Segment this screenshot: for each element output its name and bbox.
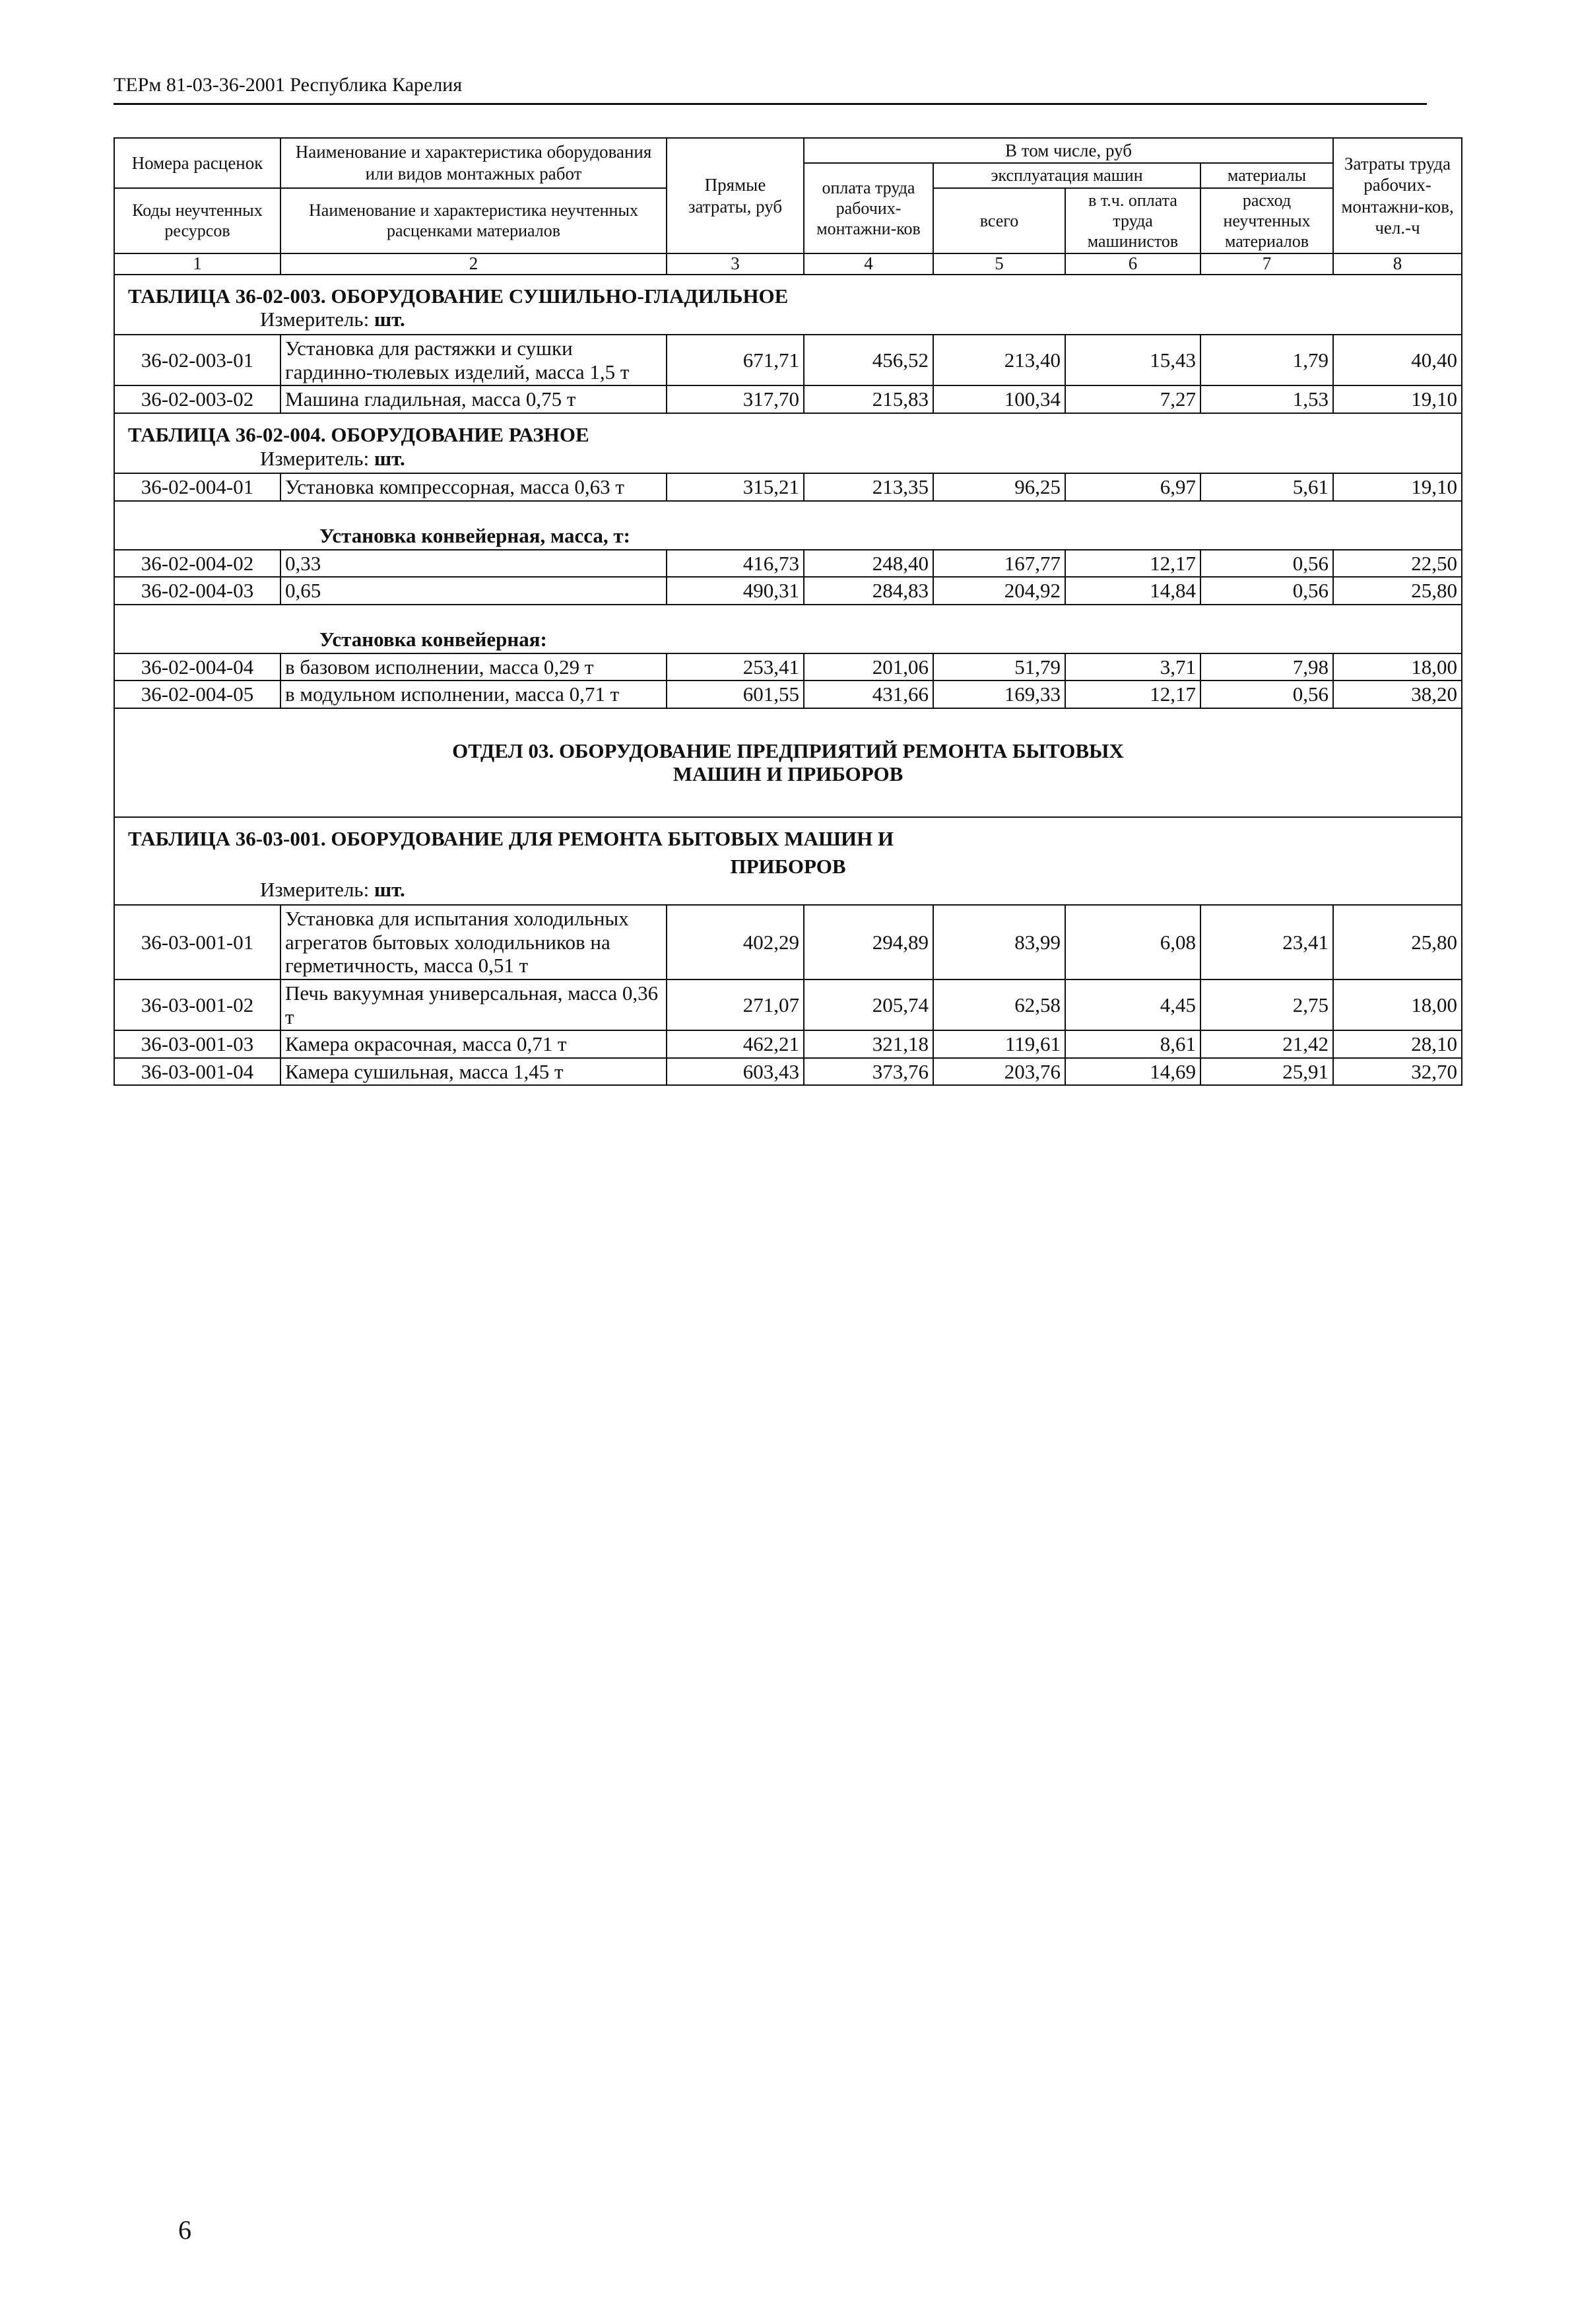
column-numbers-row xyxy=(114,253,1462,275)
machines-total: 62,58 xyxy=(933,979,1065,1030)
rate-name: в модульном исполнении, масса 0,71 т xyxy=(280,681,667,708)
materials: 1,53 xyxy=(1200,385,1333,413)
rate-code: 36-02-004-02 xyxy=(114,550,280,578)
header-row-1 xyxy=(114,138,1462,163)
department-line-1: ОТДЕЛ 03. ОБОРУДОВАНИЕ ПРЕДПРИЯТИЙ РЕМОНТА БЫТОВЫХ xyxy=(452,739,1124,762)
machines-total: 213,40 xyxy=(933,335,1065,385)
operator-wages: 12,17 xyxy=(1065,550,1200,578)
unit-line xyxy=(114,878,1462,905)
rate-name: в базовом исполнении, масса 0,29 т xyxy=(280,653,667,681)
wages: 201,06 xyxy=(804,653,933,681)
col-number: 1 xyxy=(114,253,280,275)
wages: 248,40 xyxy=(804,550,933,578)
materials: 0,56 xyxy=(1200,577,1333,605)
operator-wages: 8,61 xyxy=(1065,1030,1200,1058)
machines-total: 51,79 xyxy=(933,653,1065,681)
table-row xyxy=(114,550,1462,578)
wages: 431,66 xyxy=(804,681,933,708)
col-head-wages: оплата труда рабочих-монтажни-ков xyxy=(804,163,933,253)
page-header: ТЕРм 81-03-36-2001 Республика Карелия xyxy=(114,74,1427,105)
direct-costs: 315,21 xyxy=(667,473,804,501)
operator-wages: 6,97 xyxy=(1065,473,1200,501)
department-heading xyxy=(114,708,1462,817)
rate-code: 36-02-004-04 xyxy=(114,653,280,681)
wages: 456,52 xyxy=(804,335,933,385)
operator-wages: 6,08 xyxy=(1065,905,1200,979)
operator-wages: 4,45 xyxy=(1065,979,1200,1030)
direct-costs: 271,07 xyxy=(667,979,804,1030)
direct-costs: 253,41 xyxy=(667,653,804,681)
labor-hours: 22,50 xyxy=(1333,550,1462,578)
materials: 25,91 xyxy=(1200,1058,1333,1086)
unit-label: Измеритель: xyxy=(260,878,370,902)
rate-code: 36-03-001-02 xyxy=(114,979,280,1030)
materials: 1,79 xyxy=(1200,335,1333,385)
table-row xyxy=(114,473,1462,501)
table-row xyxy=(114,905,1462,979)
direct-costs: 603,43 xyxy=(667,1058,804,1086)
rate-code: 36-02-004-05 xyxy=(114,681,280,708)
labor-hours: 19,10 xyxy=(1333,385,1462,413)
machines-total: 96,25 xyxy=(933,473,1065,501)
direct-costs: 462,21 xyxy=(667,1030,804,1058)
labor-hours: 28,10 xyxy=(1333,1030,1462,1058)
direct-costs: 416,73 xyxy=(667,550,804,578)
unit-label: Измеритель: xyxy=(260,308,370,331)
table-row xyxy=(114,681,1462,708)
machines-total: 203,76 xyxy=(933,1058,1065,1086)
operator-wages: 12,17 xyxy=(1065,681,1200,708)
wages: 294,89 xyxy=(804,905,933,979)
operator-wages: 15,43 xyxy=(1065,335,1200,385)
wages: 213,35 xyxy=(804,473,933,501)
subheading: Установка конвейерная: xyxy=(114,605,1462,653)
rate-name: Камера окрасочная, масса 0,71 т xyxy=(280,1030,667,1058)
col-head-machines: эксплуатация машин xyxy=(933,163,1200,187)
unit-value: шт. xyxy=(374,446,405,470)
subheading: Установка конвейерная, масса, т: xyxy=(114,501,1462,550)
materials: 5,61 xyxy=(1200,473,1333,501)
col-number: 3 xyxy=(667,253,804,275)
table-row xyxy=(114,979,1462,1030)
labor-hours: 19,10 xyxy=(1333,473,1462,501)
wages: 284,83 xyxy=(804,577,933,605)
wages: 205,74 xyxy=(804,979,933,1030)
col-number: 6 xyxy=(1065,253,1200,275)
labor-hours: 18,00 xyxy=(1333,979,1462,1030)
direct-costs: 601,55 xyxy=(667,681,804,708)
rates-table xyxy=(114,137,1462,1086)
table-row xyxy=(114,385,1462,413)
table-title-line-2: ПРИБОРОВ xyxy=(114,851,1462,879)
table-row xyxy=(114,1058,1462,1086)
materials: 21,42 xyxy=(1200,1030,1333,1058)
machines-total: 83,99 xyxy=(933,905,1065,979)
labor-hours: 18,00 xyxy=(1333,653,1462,681)
col-head-resource-codes: Коды неучтенных ресурсов xyxy=(114,188,280,254)
rate-name: Установка для растяжки и сушки гардинно-тюлевых изделий, масса 1,5 т xyxy=(280,335,667,385)
unit-line xyxy=(114,308,1462,335)
wages: 321,18 xyxy=(804,1030,933,1058)
table-row xyxy=(114,1030,1462,1058)
col-number: 7 xyxy=(1200,253,1333,275)
rate-code: 36-02-004-03 xyxy=(114,577,280,605)
rate-code: 36-02-003-02 xyxy=(114,385,280,413)
rate-name: Машина гладильная, масса 0,75 т xyxy=(280,385,667,413)
materials: 23,41 xyxy=(1200,905,1333,979)
labor-hours: 40,40 xyxy=(1333,335,1462,385)
col-number: 5 xyxy=(933,253,1065,275)
direct-costs: 402,29 xyxy=(667,905,804,979)
rate-code: 36-03-001-04 xyxy=(114,1058,280,1086)
unit-value: шт. xyxy=(374,308,405,331)
table-title: ТАБЛИЦА 36-02-003. ОБОРУДОВАНИЕ СУШИЛЬНО-ГЛАДИЛЬНОЕ xyxy=(114,275,1462,308)
col-head-labor: Затраты труда рабочих-монтажни-ков, чел.-ч xyxy=(1333,138,1462,253)
machines-total: 100,34 xyxy=(933,385,1065,413)
rate-code: 36-02-003-01 xyxy=(114,335,280,385)
col-number: 4 xyxy=(804,253,933,275)
rate-name: Установка для испытания холодильных агрегатов бытовых холодильников на герметичность, масса 0,51 т xyxy=(280,905,667,979)
direct-costs: 490,31 xyxy=(667,577,804,605)
direct-costs: 671,71 xyxy=(667,335,804,385)
col-head-operator-wages: в т.ч. оплата труда машинистов xyxy=(1065,188,1200,254)
machines-total: 167,77 xyxy=(933,550,1065,578)
machines-total: 204,92 xyxy=(933,577,1065,605)
col-head-materials-use: расход неучтенных материалов xyxy=(1200,188,1333,254)
unit-value: шт. xyxy=(374,878,405,902)
materials: 0,56 xyxy=(1200,550,1333,578)
direct-costs: 317,70 xyxy=(667,385,804,413)
labor-hours: 25,80 xyxy=(1333,905,1462,979)
labor-hours: 38,20 xyxy=(1333,681,1462,708)
wages: 215,83 xyxy=(804,385,933,413)
table-row xyxy=(114,335,1462,385)
materials: 7,98 xyxy=(1200,653,1333,681)
col-head-group: В том числе, руб xyxy=(804,138,1333,163)
rate-name: Установка компрессорная, масса 0,63 т xyxy=(280,473,667,501)
table-title: ТАБЛИЦА 36-02-004. ОБОРУДОВАНИЕ РАЗНОЕ xyxy=(114,413,1462,447)
rate-name: 0,65 xyxy=(280,577,667,605)
operator-wages: 14,84 xyxy=(1065,577,1200,605)
machines-total: 119,61 xyxy=(933,1030,1065,1058)
rate-name: 0,33 xyxy=(280,550,667,578)
col-head-direct-costs: Прямые затраты, руб xyxy=(667,138,804,253)
rate-code: 36-03-001-03 xyxy=(114,1030,280,1058)
rate-name: Печь вакуумная универсальная, масса 0,36 т xyxy=(280,979,667,1030)
unit-label: Измеритель: xyxy=(260,446,370,470)
col-head-name: Наименование и характеристика оборудования или видов монтажных работ xyxy=(280,138,667,188)
unit-line xyxy=(114,447,1462,474)
materials: 2,75 xyxy=(1200,979,1333,1030)
col-number: 2 xyxy=(280,253,667,275)
table-row xyxy=(114,577,1462,605)
machines-total: 169,33 xyxy=(933,681,1065,708)
operator-wages: 3,71 xyxy=(1065,653,1200,681)
labor-hours: 32,70 xyxy=(1333,1058,1462,1086)
col-head-machines-total: всего xyxy=(933,188,1065,254)
table-title-line-1: ТАБЛИЦА 36-03-001. ОБОРУДОВАНИЕ ДЛЯ РЕМОНТА БЫТОВЫХ МАШИН И xyxy=(114,817,1462,851)
col-head-material-names: Наименование и характеристика неучтенных расценками материалов xyxy=(280,188,667,254)
col-head-rate-numbers: Номера расценок xyxy=(114,138,280,188)
rate-code: 36-02-004-01 xyxy=(114,473,280,501)
rate-name: Камера сушильная, масса 1,45 т xyxy=(280,1058,667,1086)
wages: 373,76 xyxy=(804,1058,933,1086)
col-head-materials: материалы xyxy=(1200,163,1333,187)
col-number: 8 xyxy=(1333,253,1462,275)
table-row xyxy=(114,653,1462,681)
operator-wages: 7,27 xyxy=(1065,385,1200,413)
materials: 0,56 xyxy=(1200,681,1333,708)
department-line-2: МАШИН И ПРИБОРОВ xyxy=(673,762,903,786)
page-number: 6 xyxy=(178,2215,191,2245)
operator-wages: 14,69 xyxy=(1065,1058,1200,1086)
rate-code: 36-03-001-01 xyxy=(114,905,280,979)
labor-hours: 25,80 xyxy=(1333,577,1462,605)
